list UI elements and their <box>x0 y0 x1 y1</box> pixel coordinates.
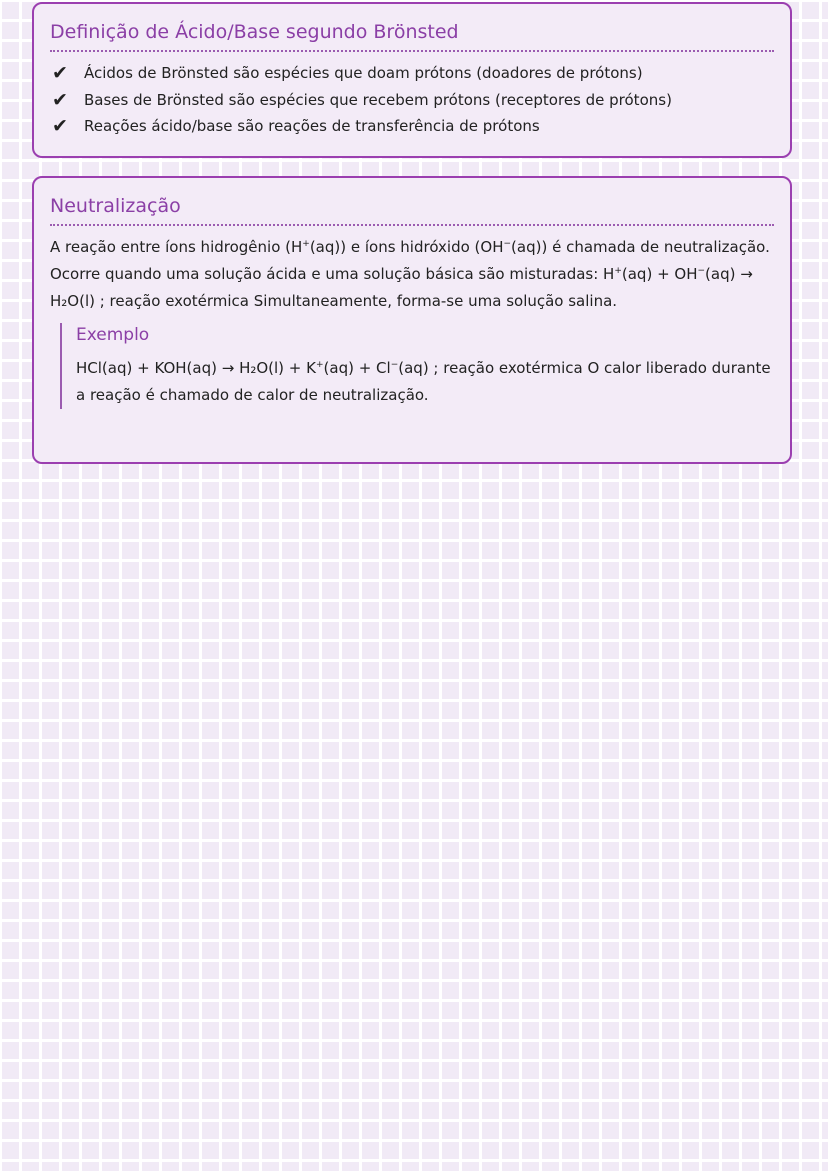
example-paragraph <box>76 355 774 409</box>
list-item-text: Bases de Brönsted são espécies que recebem prótons (receptores de prótons) <box>84 90 672 109</box>
list-item <box>50 60 774 87</box>
superscript: − <box>697 266 706 276</box>
neutralization-paragraph <box>50 234 774 315</box>
text-run: (aq)) e íons hidróxido (OH <box>309 238 504 256</box>
text-run: A reação entre íons hidrogênio (H <box>50 238 303 256</box>
superscript: − <box>390 360 399 370</box>
neutralization-card <box>32 176 792 464</box>
example-title: Exemplo <box>76 325 150 345</box>
text-run: HCl(aq) + KOH(aq) → H₂O(l) + K <box>76 359 316 377</box>
example-block <box>60 323 774 409</box>
text-run: (aq) + Cl <box>323 359 391 377</box>
text-run: (aq) + OH <box>621 265 698 283</box>
superscript: + <box>614 266 622 276</box>
section-title: Neutralização <box>50 194 774 226</box>
text-run: (aq) → H₂O(l) ; reação exotérmica Simultaneamente, forma-se uma solução salina. <box>50 265 753 310</box>
section-title: Definição de Ácido/Base segundo Brönsted <box>50 20 774 52</box>
superscript: + <box>302 239 310 249</box>
list-item <box>50 87 774 114</box>
bronsted-definition-card <box>32 2 792 158</box>
list-item <box>50 113 774 140</box>
superscript: + <box>315 360 324 370</box>
check-icon: ✔ <box>52 62 68 84</box>
list-item-text: Ácidos de Brönsted são espécies que doam prótons (doadores de prótons) <box>84 64 643 82</box>
superscript: − <box>503 239 512 249</box>
check-icon: ✔ <box>52 88 68 111</box>
text-run: (aq)) é chamada de neutralização. Ocorre quando uma solução ácida e uma solução básica são misturadas: H <box>50 238 770 283</box>
text-run: (aq) ; reação exotérmica O calor liberado durante a reação é chamado de calor de neutralização. <box>76 359 771 404</box>
definition-list <box>50 60 774 140</box>
check-icon: ✔ <box>52 115 68 137</box>
list-item-text: Reações ácido/base são reações de transferência de prótons <box>84 117 540 135</box>
